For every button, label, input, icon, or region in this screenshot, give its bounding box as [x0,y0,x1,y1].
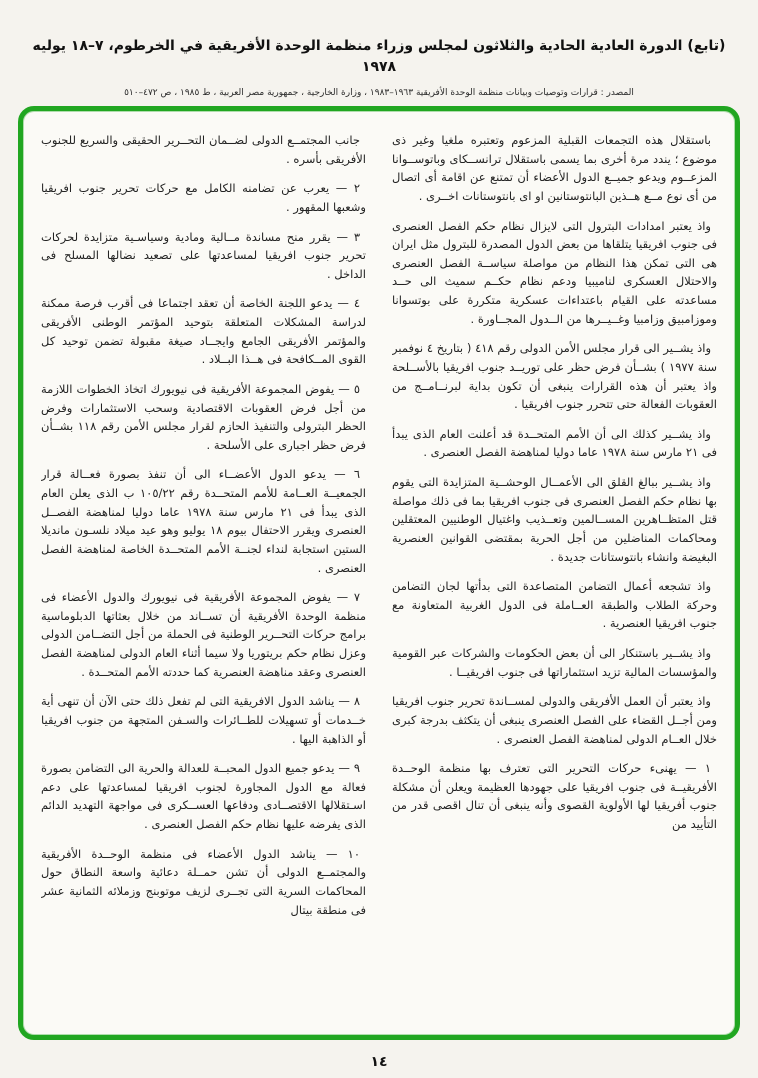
paragraph: واذ يشــير كذلك الى أن الأمم المتحــدة قد أعلنت العام الذى يبدأ فى ٢١ مارس سنة ١٩٧٨ عاما دوليا لمناهضة الفصل العنصرى . [392,426,717,460]
source-citation: المصدر : قرارات وتوصيات وبيانات منظمة الوحدة الأفريقية ١٩٦٣–١٩٨٣ ، وزارة الخارجية ، جمهورية مصر العربية ، ط ١٩٨٥ ، ص ٤٧٢–٥١٠ [124,88,634,98]
paragraph: ٨ — يناشد الدول الافريقية التى لم تفعل ذلك حتى الآن أن تنهى أية خــدمات أو تسهيلات للطــائرات والسـفن المتجهة من جنوب افريقيا أو الذاهبة اليها . [41,694,366,746]
paragraph: ٥ — يفوض المجموعة الأفريقية فى نيويورك اتخاذ الخطوات اللازمة من أجل فرض العقوبات الاقتصادية وسحب الاستثمارات وفرض الحظر البترولى والتنفيذ الحازم لقرار مجلس الأمن رقم ١١٨ بشــأن فرض حظر اجبارى على الأسلحة . [41,381,366,452]
page-number: ١٤ [370,1054,388,1070]
paragraph: واذ تشجعه أعمال التضامن المتصاعدة التى بدأتها لجان التضامن وحركة الطلاب والطبقة العــاملة فى الدول الغربية المتعاونة مع جنوب افريقيا العنصرية . [392,579,717,631]
text-column-left [41,131,366,1021]
paragraph: جانب المجتمــع الدولى لضــمان التحــرير الحقيقى والسريع للجنوب الأفريقى بأسره . [41,133,366,166]
paragraph: ١ — يهنىء حركات التحرير التى تعترف بها منظمة الوحــدة الأفريقيــة فى جنوب افريقيا على جهودها العظيمة ويعلن أن مشكلة جنوب أفريقيا لها الأولوية القصوى وأنه ينبغى أن تنال اقصى قدر من التأييد من [392,761,717,831]
text-column-right [392,131,717,1021]
paragraph: ٤ — يدعو اللجنة الخاصة أن تعقد اجتماعا فى أقرب فرصة ممكنة لدراسة المشكلات المتعلقة بتوحيد المؤتمر الوطنى الأفريقى والمؤتمر الأفريقى الجامع وايجــاد صيغة مقبولة تضمن توحيد كل القوى المــكافحة فى هــذا البــلاد . [41,296,366,367]
paragraph: ٢ — يعرب عن تضامنه الكامل مع حركات تحرير جنوب افريقيا وشعبها المقهور . [41,181,366,214]
paragraph: ٧ — يفوض المجموعة الأفريقية فى نيويورك والدول الأعضاء فى منظمة الوحدة الأفريقية أن تســاند من خلال بعثاتها الدبلوماسية برامج حركات التحــرير الوطنية فى الحملة من أجل التضــامن الدولى وعزل نظام حكم بريتوريا ولا سيما أثناء العام الدولى لمناهضة الفصل العنصرى وعقد مناهضة العنصرية كما حددته الأمم المتحــدة . [41,590,366,679]
paragraph: ١٠ — يناشد الدول الأعضاء فى منظمة الوحــدة الأفريقية والمجتمــع الدولى أن تشن حمــلة دعائية واسعة النطاق حول المحاكمات السرية التى تجــرى لزيف موتوبنج وزملائه الثمانية عشر فى منطقة بيتال [41,846,366,917]
paragraph: واذ يشــير ببالغ القلق الى الأعمــال الوحشــية المتزايدة التى يقوم بها نظام حكم الفصل العنصرى فى جنوب افريقيا بما فى ذلك مواصلة قتل المتظــاهرين المســالمين وتعــذيب واغتيال الوطنيين المعتقلين ومحاكمات المناضلين من أجل الحرية بمقتضى القوانين العنصرية البغيضة وانشاء بانتوستانات جديدة . [392,475,717,564]
page-title: (تابع) الدورة العادية الحادية والثلاثون لمجلس وزراء منظمة الوحدة الأفريقية في الخرطوم، ٧–١٨ يوليه ١٩٧٨ [32,38,726,75]
page-header [0,0,758,101]
paragraph: واذ يعتبر امدادات البترول التى لايزال نظام حكم الفصل العنصرى فى جنوب افريقيا يتلقاها من بعض الدول المصدرة للبترول مثل ايران هى التى تمكن هذا النظام من مواصلة سياســة الفصل العنصرى والاحتلال العسكرى لناميبيا ودعم نظام حكــم سميث الى حــد مساعدته على القيام باعتداءات عسكرية متكررة على بوتسوانا وموزامبيق وزامبيا وغــيــرها من الــدول المجــاورة . [392,218,717,326]
paragraph: واذ يعتبر أن العمل الأفريقى والدولى لمســاندة تحرير جنوب افريقيا ومن أجــل القضاء على الفصل العنصرى ينبغى أن يتكثف بدرجة كبرى خلال العــام الدولى لمناهضة الفصل العنصرى . [392,694,717,746]
text-columns [41,131,717,1021]
paragraph: ٦ — يدعو الدول الأعضــاء الى أن تنفذ بصورة فعــالة قرار الجمعيــة العــامة للأمم المتحــدة رقم ١٠٥/٢٢ ب الذى يعلن العام الذى يبدأ فى ٢١ مارس سنة ١٩٧٨ عاما دوليا لمناهضة الفصــل العنصرى ويقرر الاحتفال بيوم ١٨ يوليو وهو عيد ميلاد نلسـون مانديلا الستين استجابة لنداء لجنــة الأمم المتحــدة الخاصة لمناهضة الفصل العنصرى . [41,467,366,575]
document-frame [18,106,740,1040]
paragraph: واذ يشــير الى قرار مجلس الأمن الدولى رقم ٤١٨ ( بتاريخ ٤ نوفمبر سنة ١٩٧٧ ) بشــأن فرض حظر على توريــد جنوب افريقيا بالأســلحة واذ يعتبر أن هذه القرارات ينبغى أن تكون بداية لبرنــامــج من العقوبات الفعالة حتى تتحرر جنوب افريقيا . [392,341,717,412]
paragraph: واذ يشــير باستنكار الى أن بعض الحكومات والشركات عبر القومية والمؤسسات المالية تزيد استثماراتها فى جنوب افريقيــا . [392,646,717,679]
paragraph: ٣ — يقرر منح مساندة مــالية ومادية وسياسـية متزايدة لحركات تحرير جنوب افريقيا لمساعدتها على تصعيد نضالها المسلح فى الداخل . [41,229,366,281]
paragraph: ٩ — يدعو جميع الدول المحبــة للعدالة والحرية الى التضامن بصورة فعالة مع الدول المجاورة لجنوب افريقيا لمساعدتها على دعم اسـتقلالها الاقتصــادى ودفاعها العســكرى فى مواجهة التهديد الدائم الذى يفرضه عليها نظام حكم الفصل العنصرى . [41,761,366,831]
paragraph: باستقلال هذه التجمعات القبلية المزعوم وتعتبره ملغيا وغير ذى موضوع ؛ يندد مرة أخرى بما يسمى باستقلال ترانســكاى وباتوســوانا المزعــوم ويدعو جميــع الدول الأعضاء أن تمتنع عن اقامة أى اتصال من أى نوع مــع هــذين البانتوستانين او اى بانتوستانات اخــرى . [392,133,717,203]
